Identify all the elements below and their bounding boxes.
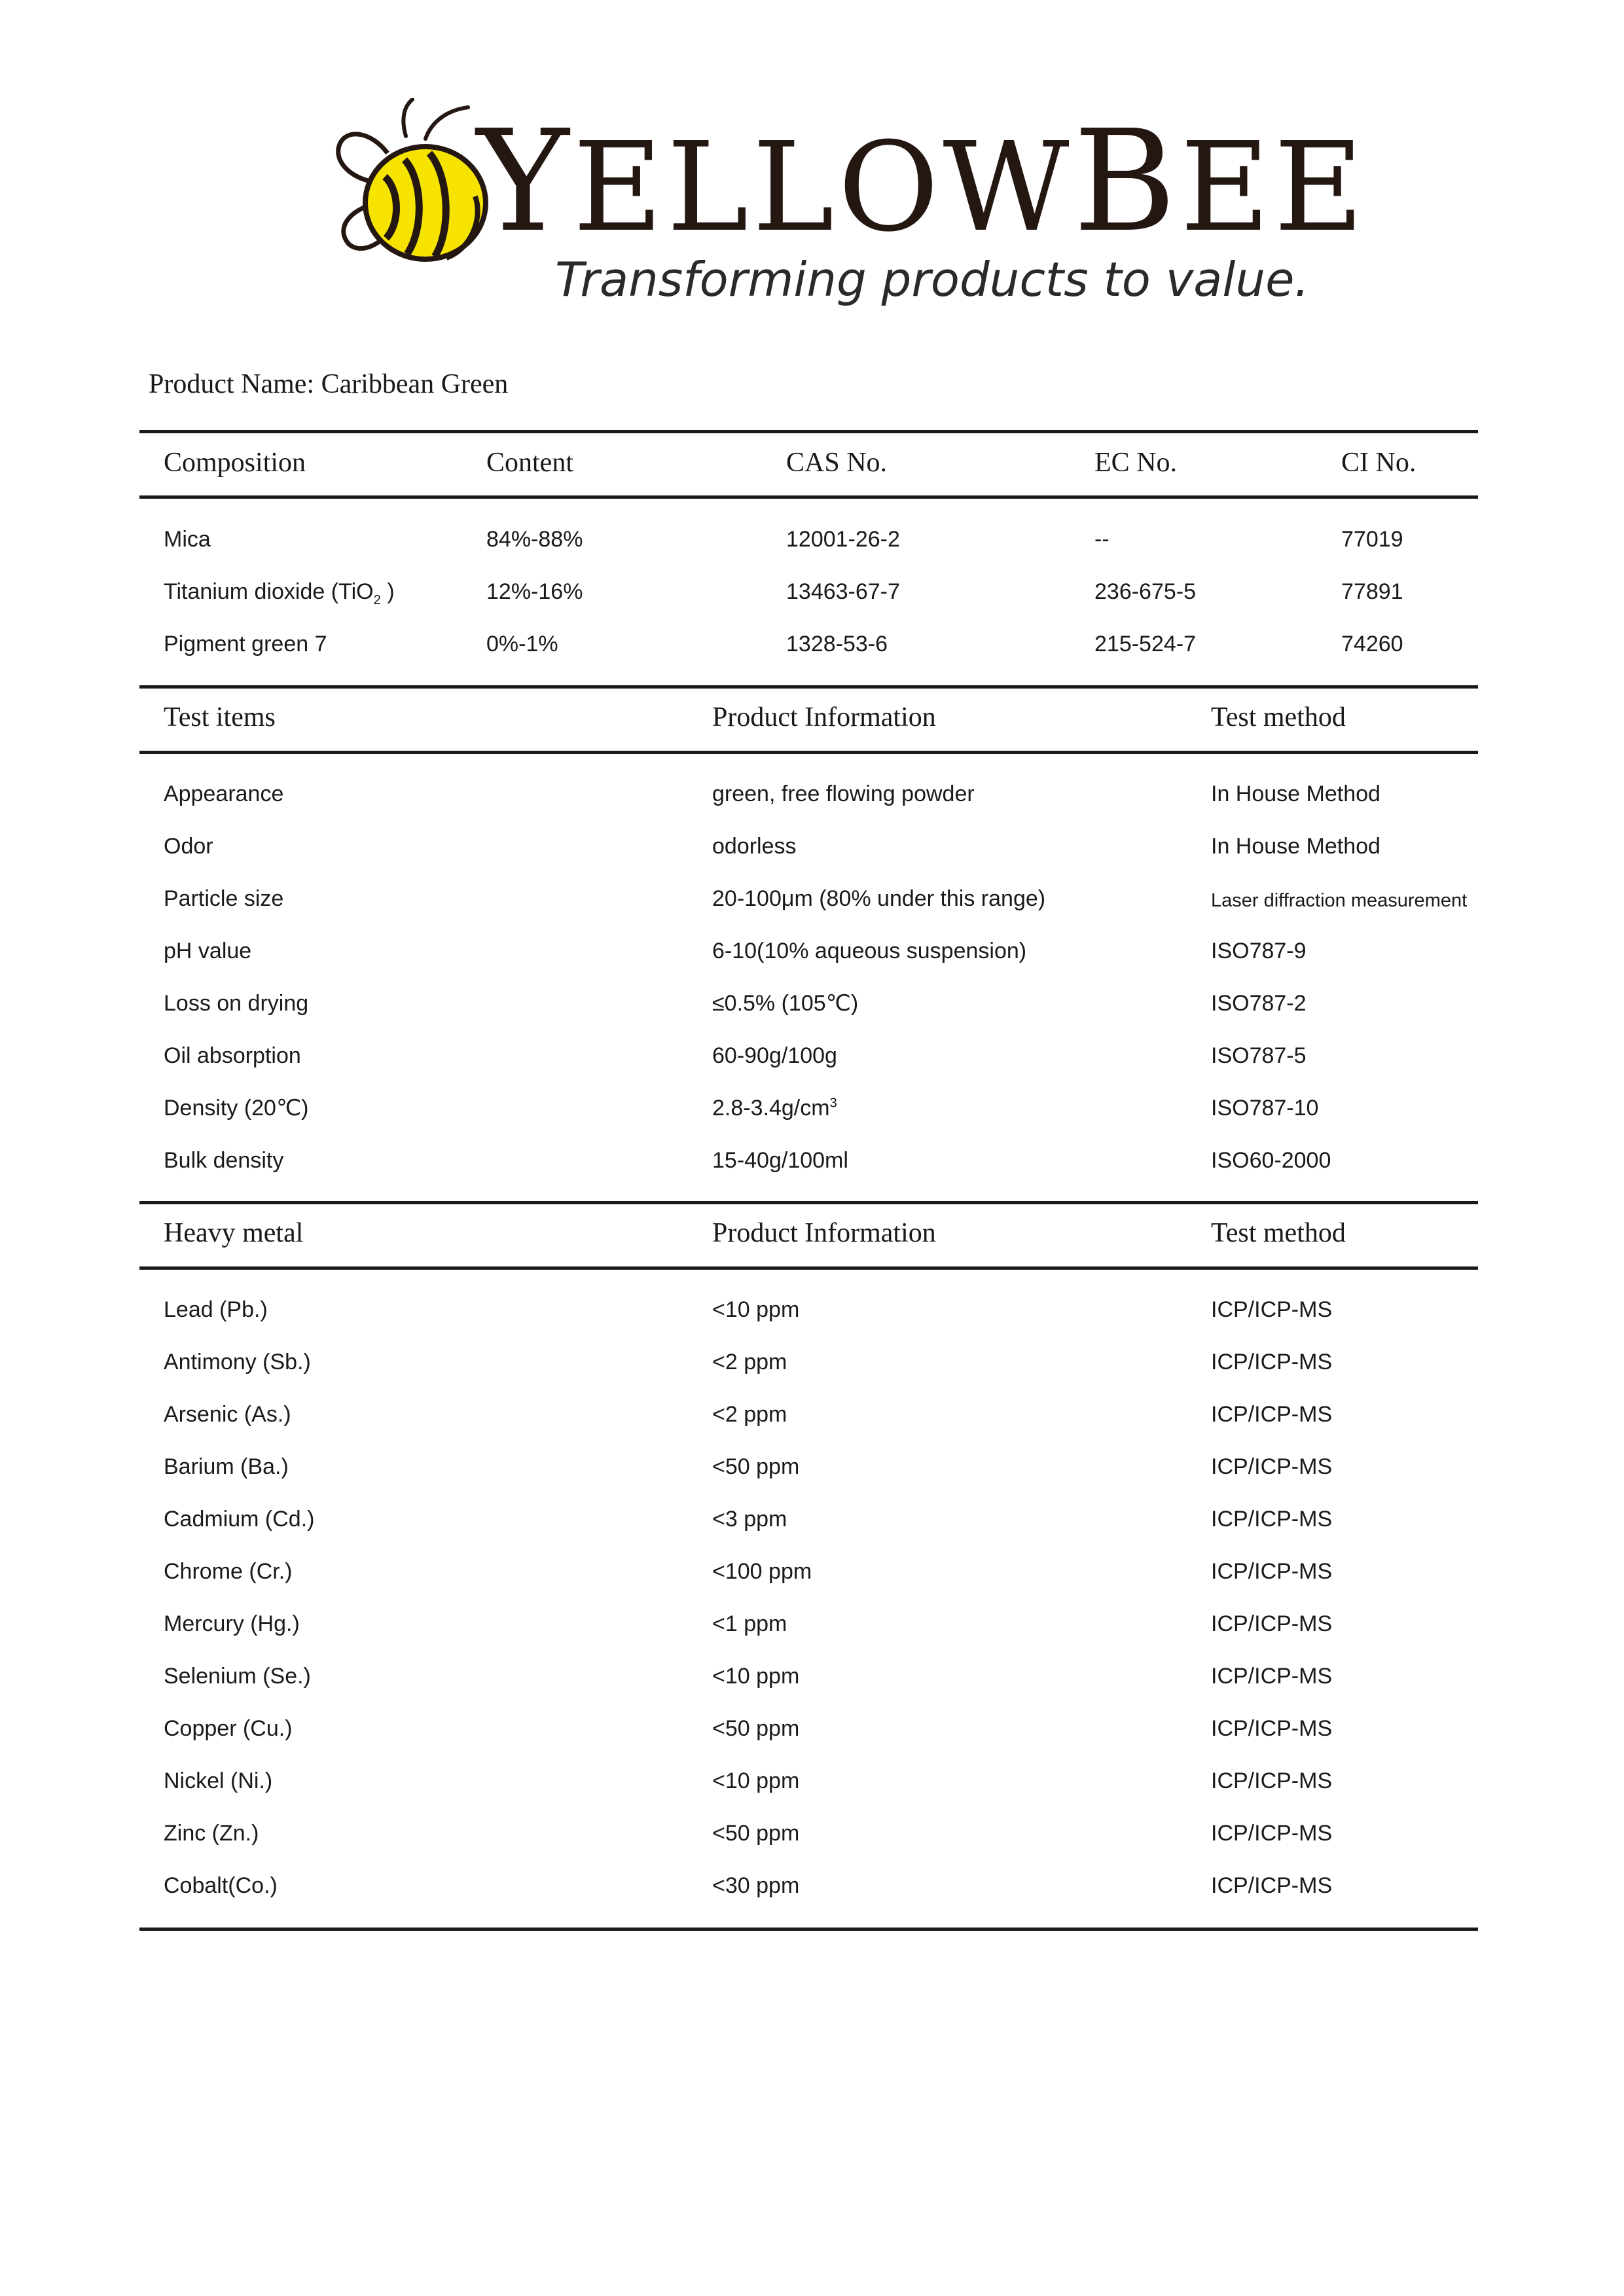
heavy-metal-method: ICP/ICP-MS [1211,1454,1333,1479]
table-rule [139,1928,1478,1931]
test-info: odorless [712,834,797,859]
test-method: In House Method [1211,834,1380,859]
heavy-metal-method: ICP/ICP-MS [1211,1664,1333,1689]
bee-icon [327,98,491,268]
test-item: Bulk density [164,1148,284,1173]
test-method: ISO787-2 [1211,991,1307,1016]
heavy-metal-name: Arsenic (As.) [164,1402,291,1427]
table-rule [139,1266,1478,1270]
table-rule [139,751,1478,754]
column-header-cas: CAS No. [786,448,888,478]
heavy-metal-name: Mercury (Hg.) [164,1611,300,1636]
test-method: ISO787-9 [1211,939,1307,963]
column-header-content: Content [486,448,573,478]
test-method: ISO787-10 [1211,1096,1319,1121]
test-method: In House Method [1211,781,1380,806]
heavy-metal-name: Nickel (Ni.) [164,1768,273,1793]
table-rule [139,495,1478,499]
heavy-metal-limit: <2 ppm [712,1402,787,1427]
heavy-metal-method: ICP/ICP-MS [1211,1873,1333,1898]
composition-ec: 215-524-7 [1094,632,1197,656]
heavy-metal-limit: <30 ppm [712,1873,800,1898]
brand-letters: EE [1180,116,1368,259]
composition-content: 84%-88% [486,527,583,552]
heavy-metal-limit: <100 ppm [712,1559,812,1584]
column-header-composition: Composition [164,448,306,478]
column-header-product-information: Product Information [712,1218,936,1248]
column-header-product-information: Product Information [712,702,936,732]
composition-name: Pigment green 7 [164,632,327,656]
heavy-metal-name: Chrome (Cr.) [164,1559,293,1584]
composition-cas: 13463-67-7 [786,579,900,604]
heavy-metal-name: Cadmium (Cd.) [164,1507,315,1532]
test-method: ISO787-5 [1211,1043,1307,1068]
table-rule [139,1201,1478,1204]
heavy-metal-name: Cobalt(Co.) [164,1873,278,1898]
heavy-metal-limit: <50 ppm [712,1821,800,1846]
test-item: Oil absorption [164,1043,301,1068]
composition-cas: 12001-26-2 [786,527,900,552]
heavy-metal-name: Selenium (Se.) [164,1664,311,1689]
test-info: green, free flowing powder [712,781,975,806]
heavy-metal-limit: <10 ppm [712,1664,800,1689]
heavy-metal-limit: <3 ppm [712,1507,787,1532]
composition-ci: 77891 [1341,579,1403,604]
brand-tagline: Transforming products to value. [555,252,1310,307]
test-item: Particle size [164,886,284,911]
test-item: Odor [164,834,213,859]
test-item: Appearance [164,781,284,806]
heavy-metal-method: ICP/ICP-MS [1211,1768,1333,1793]
heavy-metal-limit: <10 ppm [712,1297,800,1322]
test-info: 60-90g/100g [712,1043,837,1068]
heavy-metal-limit: <50 ppm [712,1454,800,1479]
superscript: 3 [829,1096,837,1111]
heavy-metal-method: ICP/ICP-MS [1211,1611,1333,1636]
heavy-metal-method: ICP/ICP-MS [1211,1821,1333,1846]
test-info: 20-100μm (80% under this range) [712,886,1046,911]
column-header-test-items: Test items [164,702,276,732]
product-name: Product Name: Caribbean Green [149,369,509,399]
brand-name [477,100,1368,263]
heavy-metal-limit: <2 ppm [712,1350,787,1374]
composition-content: 0%-1% [486,632,558,656]
test-item: Density (20℃) [164,1096,309,1121]
composition-ci: 74260 [1341,632,1403,656]
test-info: 6-10(10% aqueous suspension) [712,939,1027,963]
brand-letters: ELLOW [573,116,1074,259]
subscript: 2 [373,592,381,607]
table-rule [139,685,1478,689]
heavy-metal-method: ICP/ICP-MS [1211,1507,1333,1532]
brand-logo [327,98,1368,314]
heavy-metal-name: Zinc (Zn.) [164,1821,259,1846]
test-info: 15-40g/100ml [712,1148,848,1173]
heavy-metal-limit: <1 ppm [712,1611,787,1636]
heavy-metal-limit: <10 ppm [712,1768,800,1793]
heavy-metal-limit: <50 ppm [712,1716,800,1741]
column-header-heavy-metal: Heavy metal [164,1218,304,1248]
test-method: ISO60-2000 [1211,1148,1331,1173]
composition-name-suffix: ) [380,579,395,604]
composition-ec: -- [1094,527,1110,552]
test-info [712,1095,837,1121]
heavy-metal-method: ICP/ICP-MS [1211,1297,1333,1322]
composition-name-text: Titanium dioxide (TiO [164,579,374,604]
heavy-metal-method: ICP/ICP-MS [1211,1716,1333,1741]
composition-cas: 1328-53-6 [786,632,888,656]
heavy-metal-name: Copper (Cu.) [164,1716,293,1741]
table-rule [139,430,1478,433]
column-header-test-method: Test method [1211,1218,1346,1248]
heavy-metal-name: Barium (Ba.) [164,1454,289,1479]
composition-name: Mica [164,527,211,552]
heavy-metal-method: ICP/ICP-MS [1211,1559,1333,1584]
composition-ec: 236-675-5 [1094,579,1197,604]
heavy-metal-method: ICP/ICP-MS [1211,1350,1333,1374]
heavy-metal-name: Lead (Pb.) [164,1297,268,1322]
column-header-ci: CI No. [1341,448,1416,478]
heavy-metal-method: ICP/ICP-MS [1211,1402,1333,1427]
column-header-ec: EC No. [1094,448,1177,478]
brand-letter: B [1073,100,1180,263]
test-info-text: 2.8-3.4g/cm [712,1096,830,1121]
heavy-metal-name: Antimony (Sb.) [164,1350,311,1374]
composition-name [164,579,395,605]
composition-content: 12%-16% [486,579,583,604]
brand-letter: Y [477,100,573,263]
test-item: Loss on drying [164,991,309,1016]
test-info: ≤0.5% (105℃) [712,991,859,1016]
column-header-test-method: Test method [1211,702,1346,732]
test-item: pH value [164,939,252,963]
test-method: Laser diffraction measurement [1211,890,1468,911]
composition-ci: 77019 [1341,527,1403,552]
